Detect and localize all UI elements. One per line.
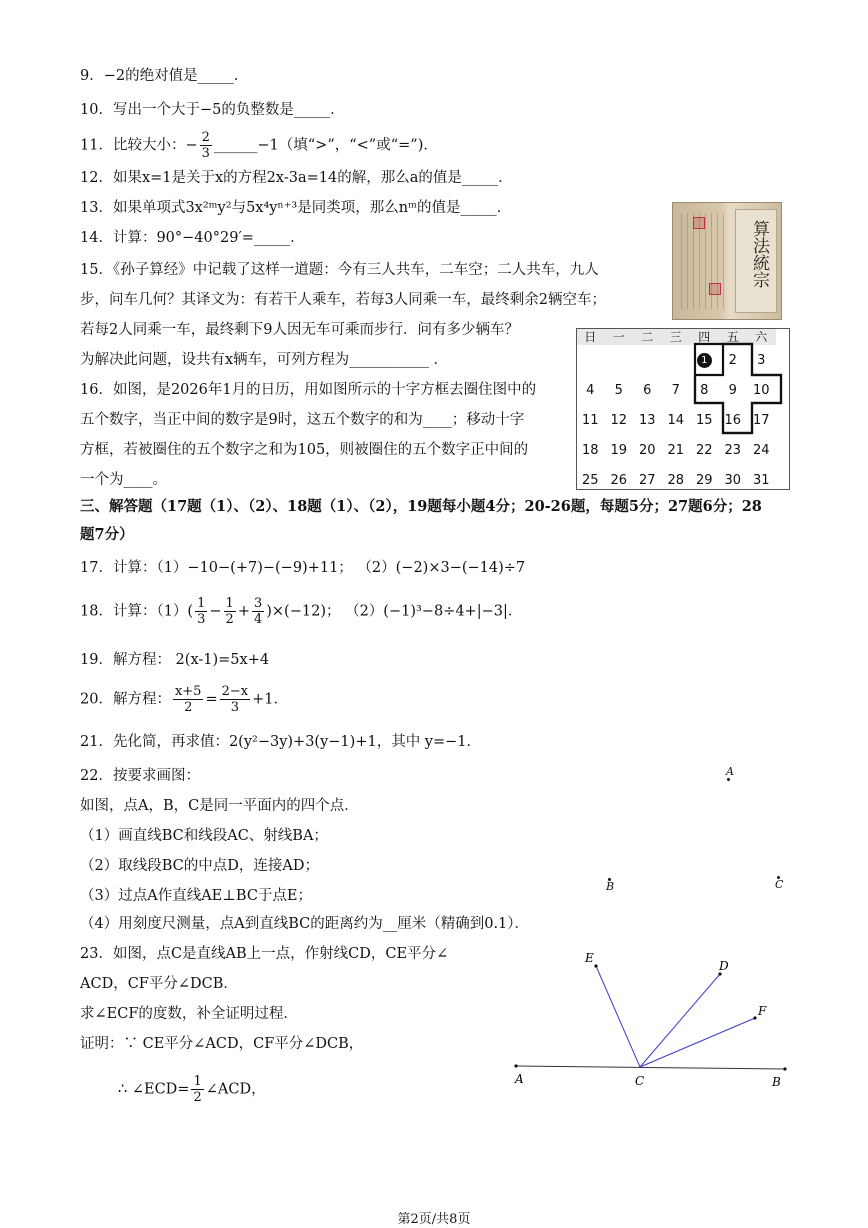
calendar-cell: 3 bbox=[757, 352, 766, 368]
calendar-cell bbox=[605, 345, 634, 375]
frac-num: 3 bbox=[253, 596, 263, 611]
calendar-cell: 21 bbox=[667, 442, 685, 458]
label-d: D bbox=[719, 959, 729, 973]
fig22-label-c: C bbox=[775, 878, 784, 891]
ancient-book-image bbox=[672, 202, 782, 320]
calendar-cell: 11 bbox=[581, 412, 599, 428]
q11 bbox=[80, 130, 438, 161]
calendar-cell: 6 bbox=[643, 382, 652, 398]
calendar-cell: 18 bbox=[581, 442, 599, 458]
calendar-cell: 8 bbox=[700, 382, 709, 398]
calendar-cell: 31 bbox=[752, 472, 770, 488]
calendar-row bbox=[576, 405, 776, 435]
q10: 10．写出一个大于−5的负整数是_____． bbox=[80, 102, 345, 118]
q23-l5-rest: ∠ACD， bbox=[205, 1081, 266, 1098]
weekday-header: 五 bbox=[719, 328, 748, 345]
calendar-cell bbox=[690, 345, 719, 375]
q22-step1: （1）画直线BC和线段AC、射线BA； bbox=[80, 828, 328, 844]
q23-l5-lead: ∴ ∠ECD= bbox=[118, 1081, 190, 1098]
calendar-cell: 22 bbox=[695, 442, 713, 458]
weekday-header: 三 bbox=[662, 328, 691, 345]
calendar-cell: 2 bbox=[728, 352, 737, 368]
calendar-cell: 10 bbox=[752, 382, 770, 398]
calendar-row bbox=[576, 375, 776, 405]
frac-den: 2 bbox=[225, 612, 234, 627]
q20-rest: +1． bbox=[252, 691, 288, 708]
q20-frac1 bbox=[173, 684, 204, 715]
calendar-cell: 30 bbox=[724, 472, 742, 488]
point-a bbox=[514, 1064, 517, 1067]
q23-line2: ACD，CF平分∠DCB． bbox=[80, 976, 238, 992]
fig22-point-a bbox=[727, 778, 730, 781]
weekday-header: 一 bbox=[605, 328, 634, 345]
q15-line3: 若每2人同乘一车，最终剩下9人因无车可乘而步行．问有多少辆车？ bbox=[80, 322, 519, 338]
calendar-row bbox=[576, 345, 776, 375]
q11-den: 3 bbox=[201, 146, 210, 161]
q16-line2: 五个数字，当正中间的数字是9时，这五个数字的和为____；移动十字 bbox=[80, 412, 525, 428]
q18-frac3 bbox=[252, 596, 264, 627]
frac-num: 1 bbox=[197, 596, 206, 611]
q11-num: 2 bbox=[201, 130, 210, 145]
ray-ce bbox=[596, 966, 640, 1067]
q11-rest: ______−1（填“>”，“<”或“=”)． bbox=[213, 137, 438, 154]
fig23-diagram bbox=[500, 945, 800, 1095]
fig22-label-b: B bbox=[606, 880, 615, 893]
q16-line1: 16．如图，是2026年1月的日历，用如图所示的十字方框去圈住图中的 bbox=[80, 382, 537, 398]
calendar-cell: 20 bbox=[638, 442, 656, 458]
weekday-header: 日 bbox=[576, 328, 605, 345]
calendar-cell: 9 bbox=[728, 382, 737, 398]
label-e: E bbox=[585, 951, 594, 965]
calendar-row bbox=[576, 435, 776, 465]
calendar-cell: 25 bbox=[581, 472, 599, 488]
q22-step4: （4）用刻度尺测量，点A到直线BC的距离约为__厘米（精确到0.1）． bbox=[80, 916, 530, 932]
q21: 21．先化简，再求值：2(y²−3y)+3(y−1)+1，其中 y=−1． bbox=[80, 734, 482, 750]
page-footer: 第2页/共8页 bbox=[397, 1212, 471, 1227]
calendar-cell: 23 bbox=[724, 442, 742, 458]
fig22-label-a: A bbox=[726, 765, 734, 778]
book-cover bbox=[735, 209, 777, 313]
q22-step3: （3）过点A作直线AE⊥BC于点E； bbox=[80, 888, 312, 904]
frac-num: 2−x bbox=[221, 684, 249, 699]
q18-rest: )×(−12)； （2）(−1)³−8÷4+|−3|． bbox=[266, 603, 523, 620]
calendar-cell bbox=[662, 345, 691, 375]
calendar-cell: 28 bbox=[667, 472, 685, 488]
frac-den: 3 bbox=[230, 700, 239, 715]
calendar-cell: 17 bbox=[752, 412, 770, 428]
frac-den: 2 bbox=[184, 700, 193, 715]
q12: 12．如果x=1是关于x的方程2x-3a=14的解，那么a的值是_____． bbox=[80, 170, 513, 186]
q22-desc: 如图，点A，B，C是同一平面内的四个点． bbox=[80, 798, 359, 814]
label-a: A bbox=[515, 1072, 524, 1086]
seal-mark bbox=[693, 217, 705, 229]
point-e bbox=[594, 964, 597, 967]
q18-frac1 bbox=[195, 596, 207, 627]
calendar-table bbox=[576, 328, 776, 495]
q22-step2: （2）取线段BC的中点D，连接AD； bbox=[80, 858, 319, 874]
q17: 17．计算：（1）−10−(+7)−(−9)+11； （2）(−2)×3−(−14)÷7 bbox=[80, 560, 526, 576]
frac-num: x+5 bbox=[174, 684, 202, 699]
calendar-cell: 24 bbox=[752, 442, 770, 458]
q18: 18．计算：（1）( $\frac{1}{3}$ − $\frac{1}{2}$ + $\frac{3}{4}$ )×(−12)； （2）(−1)³−8÷4+|−3|． bbox=[80, 596, 523, 627]
q19: 19．解方程： 2(x-1)=5x+4 bbox=[80, 652, 270, 668]
q18-lead: 18．计算：（1）( bbox=[80, 603, 194, 620]
calendar-cell: 26 bbox=[610, 472, 628, 488]
calendar-cell: 15 bbox=[695, 412, 713, 428]
day-1-marker: 1 bbox=[697, 353, 712, 368]
q18-frac2 bbox=[224, 596, 236, 627]
weekday-header: 二 bbox=[633, 328, 662, 345]
line-ab bbox=[516, 1066, 785, 1069]
label-b: B bbox=[772, 1075, 781, 1089]
q11-lead: 11．比较大小：− bbox=[80, 137, 198, 154]
q15-line2: 步，问车几何？其译文为：有若干人乘车，若每3人同乘一车，最终剩余2辆空车； bbox=[80, 292, 606, 308]
frac-den: 4 bbox=[253, 612, 263, 627]
label-c: C bbox=[635, 1074, 645, 1088]
frac-den: 2 bbox=[193, 1090, 202, 1105]
ray-cf bbox=[640, 1018, 755, 1067]
calendar-cell: 16 bbox=[724, 412, 742, 428]
calendar-cell: 19 bbox=[610, 442, 628, 458]
calendar-cell: 5 bbox=[614, 382, 623, 398]
q15-line4: 为解决此问题，设共有x辆车，可列方程为___________ ． bbox=[80, 352, 449, 368]
calendar-cell: 13 bbox=[638, 412, 656, 428]
q20-frac2 bbox=[220, 684, 251, 715]
q22: 22．按要求画图： bbox=[80, 768, 200, 784]
q11-fraction bbox=[200, 130, 212, 161]
weekday-header: 四 bbox=[690, 328, 719, 345]
seal-mark bbox=[709, 283, 721, 295]
q23-frac bbox=[191, 1074, 203, 1105]
book-title: 算法統宗 bbox=[749, 220, 769, 288]
calendar-cell: 29 bbox=[695, 472, 713, 488]
section3-heading-cont: 题7分） bbox=[80, 526, 134, 543]
q13: 13．如果单项式3x²ᵐy²与5x⁴yⁿ⁺³是同类项，那么nᵐ的值是_____． bbox=[80, 200, 512, 216]
section3-heading: 三、解答题（17题（1）、（2）、18题（1）、（2），19题每小题4分；20-26题，每题5分；27题6分；28 bbox=[80, 498, 762, 515]
q9: 9．−2的绝对值是_____． bbox=[80, 68, 249, 84]
q16-line3: 方框，若被圈住的五个数字之和为105，则被圈住的五个数字正中间的 bbox=[80, 442, 529, 458]
calendar-cell bbox=[576, 345, 605, 375]
point-f bbox=[753, 1016, 756, 1019]
q23-line5 bbox=[118, 1074, 266, 1105]
calendar-cell: 7 bbox=[671, 382, 680, 398]
q20-lead: 20．解方程： bbox=[80, 691, 171, 708]
point-b bbox=[783, 1067, 786, 1070]
frac-num: 1 bbox=[225, 596, 234, 611]
label-f: F bbox=[758, 1004, 767, 1018]
calendar-cell: 27 bbox=[638, 472, 656, 488]
q23-line3: 求∠ECF的度数，补全证明过程． bbox=[80, 1006, 298, 1022]
calendar-cell bbox=[633, 345, 662, 375]
q15-line1: 15．《孙子算经》中记载了这样一道题：今有三人共车，二车空；二人共车，九人 bbox=[80, 262, 599, 278]
q23-line4: 证明：∵ CE平分∠ACD，CF平分∠DCB， bbox=[80, 1036, 364, 1052]
ray-cd bbox=[640, 974, 720, 1067]
calendar-row bbox=[576, 465, 776, 495]
calendar-cell: 4 bbox=[586, 382, 595, 398]
calendar-header-row bbox=[576, 328, 776, 345]
q16-line4: 一个为____。 bbox=[80, 472, 167, 488]
calendar-cell: 14 bbox=[667, 412, 685, 428]
q20: 20．解方程： $\frac{x+5}{2}$ = $\frac{2-x}{3}$ +1． bbox=[80, 684, 288, 715]
q23-line1: 23．如图，点C是直线AB上一点，作射线CD，CE平分∠ bbox=[80, 946, 449, 962]
weekday-header: 六 bbox=[747, 328, 776, 345]
q14: 14．计算：90°−40°29′=_____． bbox=[80, 230, 305, 246]
frac-den: 3 bbox=[197, 612, 206, 627]
calendar-cell: 12 bbox=[610, 412, 628, 428]
frac-num: 1 bbox=[193, 1074, 202, 1089]
